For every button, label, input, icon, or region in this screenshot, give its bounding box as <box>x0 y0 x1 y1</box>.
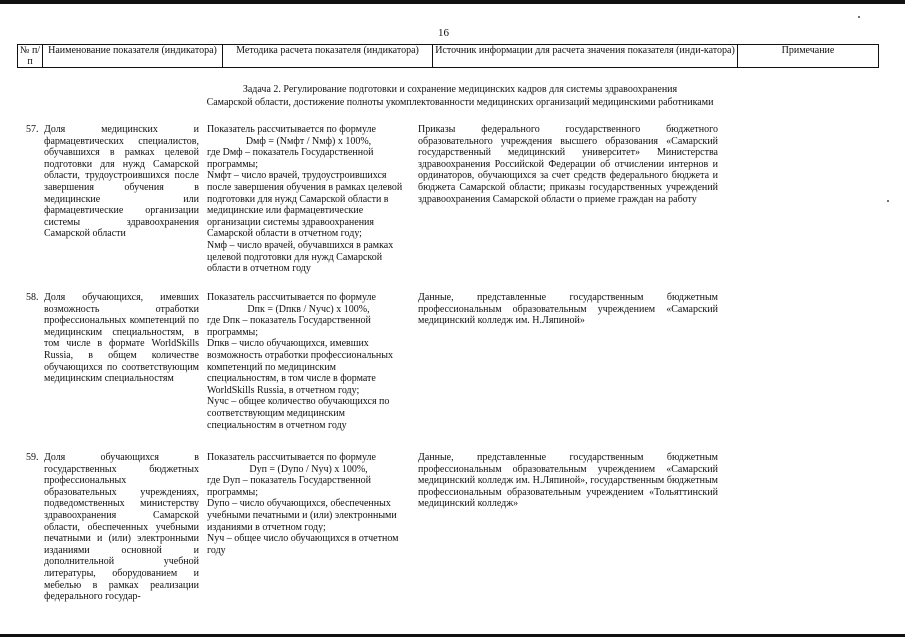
method-line: Nмфт – число врачей, трудоустроившихся после завершения обучения в рамках целевой подготовки для нужд Самарской области в медицинские или фармацевтические организации системы здравоохранения Самарской области в отчетном году; <box>207 170 403 240</box>
method-line: Nуч – общее число обучающихся в отчетном году <box>207 533 399 556</box>
method-line: Dупо – число обучающихся, обеспеченных учебными печатными и (или) электронными изданиями в отчетном году; <box>207 498 397 533</box>
page-number: 16 <box>438 27 449 39</box>
method-line: Nучс – общее количество обучающихся по соответствующим медицинским специальностям в отчетном году <box>207 396 390 431</box>
top-border-rule <box>0 0 905 4</box>
method-text <box>207 452 410 556</box>
indicator-name: Доля медицинских и фармацевтических специалистов, обучавшихся в рамках целевой подготовки для нужд Самарской области, трудоустроившихся после завершения обучения в медицинские или фармацевтические организации системы здравоохранения Самарской области <box>44 124 199 240</box>
header-name: Наименование показателя (индикатора) <box>43 45 223 67</box>
scan-speck <box>858 16 860 18</box>
scan-speck <box>887 200 889 202</box>
task-heading <box>150 84 770 109</box>
header-method: Методика расчета показателя (индикатора) <box>223 45 433 67</box>
method-text <box>207 292 410 431</box>
method-text <box>207 124 410 275</box>
task-heading-line2: Самарской области, достижение полноты укомплектованности медицинских организаций медицинскими работниками <box>206 96 714 108</box>
method-line: Показатель рассчитывается по формуле <box>207 292 376 303</box>
method-line: где Dуп – показатель Государственной программы; <box>207 475 372 498</box>
method-line: Nмф – число врачей, обучавшихся в рамках целевой подготовки для нужд Самарской области в отчетном году <box>207 239 394 275</box>
header-note: Примечание <box>781 45 835 56</box>
indicator-name: Доля обучающихся в государственных бюджетных профессиональных образовательных учреждениях, подведомственных министерству здравоохранения Самарской области, обеспеченных учебными печатными и (или) электронными изданиями основной и дополнительной учебной литературы, оборудованием и мебелью в рамках реализации федерального государ- <box>44 452 199 603</box>
info-source: Данные, представленные государственным бюджетным профессиональным образовательным учреждением «Самарский медицинский колледж им. Н.Ляпиной», государственным бюджетным профессиональным образовательным учреждением «Тольяттинский медицинский колледж» <box>418 452 718 510</box>
method-formula: Dпк = (Dпкв / Nучс) x 100%, <box>247 303 370 315</box>
header-source: Источник информации для расчета значения показателя (инди-катора) <box>433 45 738 67</box>
method-formula: Dмф = (Nмфт / Nмф) x 100%, <box>245 135 372 147</box>
method-line: Показатель рассчитывается по формуле <box>207 124 376 135</box>
info-source: Данные, представленные государственным бюджетным профессиональным образовательным учреждением «Самарский медицинский колледж им. Н.Ляпиной» <box>418 292 718 327</box>
method-line: где Dпк – показатель Государственной программы; <box>207 315 371 338</box>
table-header <box>17 44 879 68</box>
bottom-border-rule <box>0 634 905 637</box>
method-line: Dпкв – число обучающихся, имевших возможность отработки профессиональных компетенций по медицинским специальностям, в том числе в формате WorldSkills Russia, в отчетном году; <box>207 338 394 396</box>
method-line: Показатель рассчитывается по формуле <box>207 452 376 463</box>
task-heading-line1: Задача 2. Регулирование подготовки и сохранение медицинских кадров для системы здравоохранения <box>242 84 678 95</box>
info-source: Приказы федерального государственного бюджетного образовательного учреждения высшего образования «Самарский государственный медицинский университет» Министерства здравоохранения Российской Федерации об отчислении интернов и ординаторов, обучающихся за счет средств федерального бюджета и бюджета Самарской области; приказы государственных учреждений здравоохранения Самарской области о приеме граждан на работу <box>418 124 718 205</box>
row-number: 59. <box>26 452 39 463</box>
method-line: где Dмф – показатель Государственной программы; <box>207 147 374 170</box>
row-number: 57. <box>26 124 39 135</box>
indicator-name: Доля обучающихся, имевших возможность отработки профессиональных компетенций по медицинским специальностям, в том числе в формате WorldSkills Russia, в общем количестве обучающихся по соответствующим медицинским специальностям <box>44 292 199 385</box>
header-num: № п/п <box>18 45 43 67</box>
row-number: 58. <box>26 292 39 303</box>
method-formula: Dуп = (Dупо / Nуч) x 100%, <box>249 463 368 475</box>
